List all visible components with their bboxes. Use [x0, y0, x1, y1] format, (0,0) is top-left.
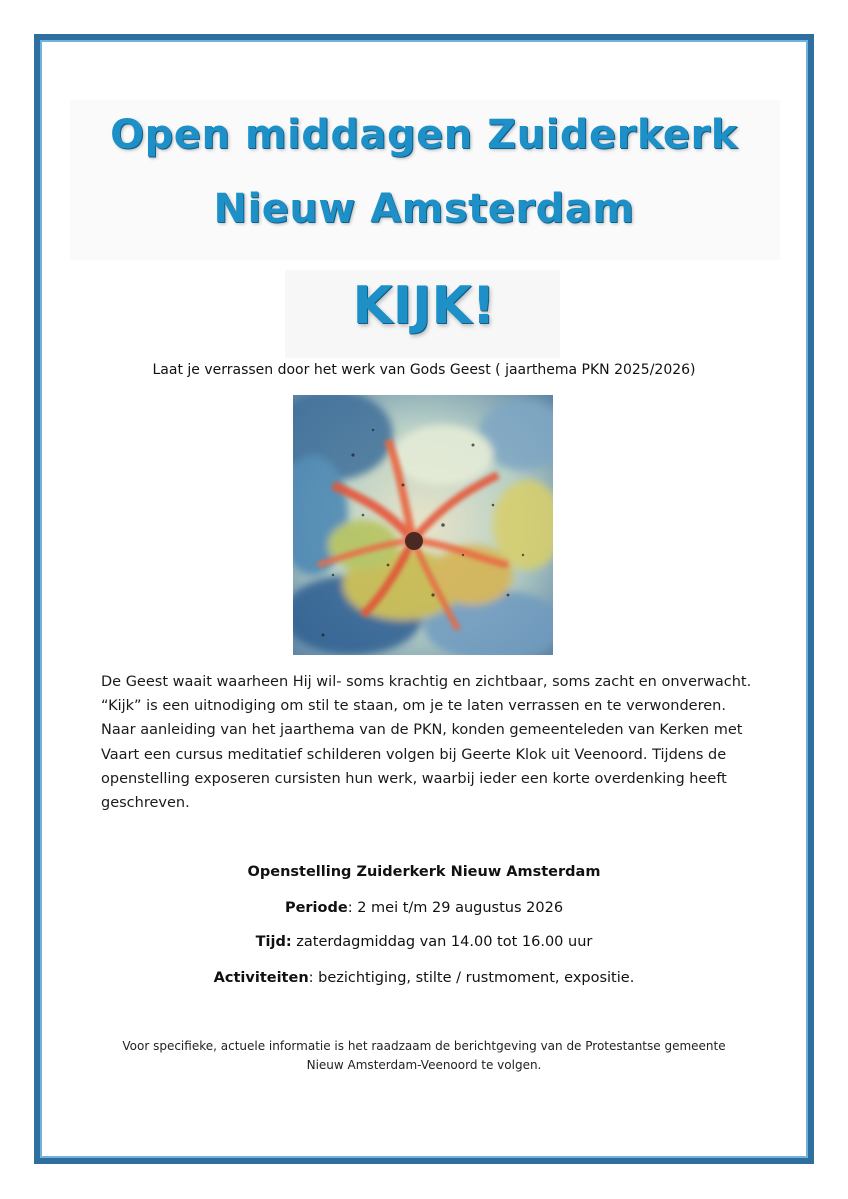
footnote: [0, 1037, 848, 1075]
title-line-1: Open middagen Zuiderkerk: [110, 112, 738, 158]
info-tijd: [0, 934, 848, 950]
info-periode: [0, 900, 848, 916]
periode-label: Periode: [284, 900, 348, 916]
tijd-value: zaterdagmiddag van 14.00 tot 16.00 uur: [291, 934, 593, 950]
headline: KIJK!: [352, 276, 496, 336]
subtitle: Laat je verrassen door het werk van Gods Geest ( jaarthema PKN 2025/2026): [152, 362, 696, 378]
abstract-painting-icon: [293, 395, 553, 655]
periode-value: : 2 mei t/m 29 augustus 2026: [347, 900, 564, 916]
activiteiten-label: Activiteiten: [213, 970, 309, 986]
activiteiten-value: : bezichtiging, stilte / rustmoment, expositie.: [308, 970, 635, 986]
tijd-label: Tijd:: [255, 934, 292, 950]
footnote-line-2: Nieuw Amsterdam-Veenoord te volgen.: [306, 1058, 542, 1072]
footnote-line-1: Voor specifieke, actuele informatie is het raadzaam de berichtgeving van de Protestantse gemeente: [122, 1039, 726, 1053]
info-activiteiten: [0, 970, 848, 986]
body-paragraph: De Geest waait waarheen Hij wil- soms krachtig en zichtbaar, soms zacht en onverwacht. “Kijk” is een uitnodiging om stil te staan, om je te laten verrassen en te verwonderen. Naar aanleiding van het jaarthema van de PKN, konden gemeenteleden van Kerken met Vaart een cursus meditatief schilderen volgen bij Geerte Klok uit Veenoord. Tijdens de openstelling exposeren cursisten hun werk, waarbij ieder een korte overdenking heeft geschreven.: [101, 674, 752, 812]
title-line-2: Nieuw Amsterdam: [213, 186, 635, 232]
info-heading: Openstelling Zuiderkerk Nieuw Amsterdam: [247, 864, 601, 880]
